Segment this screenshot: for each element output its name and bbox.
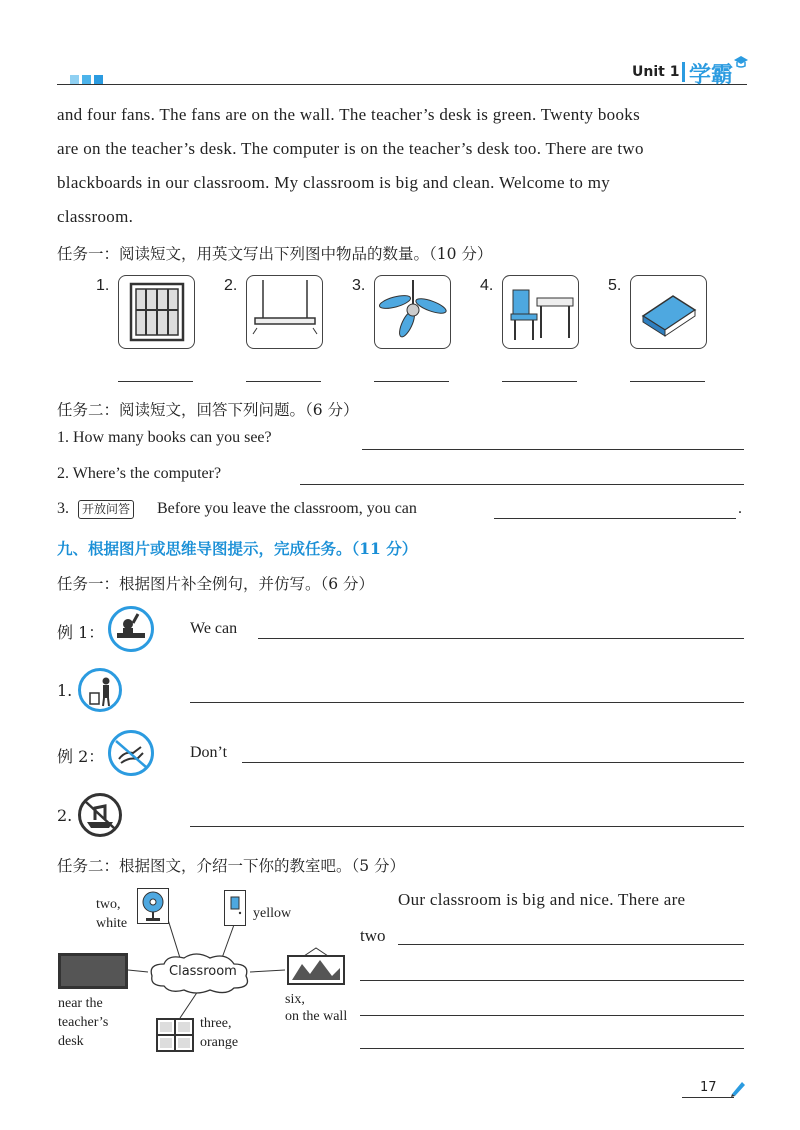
writing-answer-line-3[interactable] [360,1015,744,1016]
writing-line-1: Our classroom is big and nice. There are [398,890,686,909]
passage-line-4: classroom. [57,207,134,226]
board-label-2: teacher’s [58,1015,109,1030]
question-3-period: . [738,500,742,517]
desk-fan-icon [138,889,168,923]
item-2-label: 2. [57,806,73,825]
task1-num-2: 2. [224,277,238,294]
pencil-icon [728,1078,748,1098]
section9-task1-title: 任务一：根据图片补全例句，并仿写。（6 分） [57,575,375,593]
passage-line-2: are on the teacher’s desk. The computer is on the teacher’s desk too. There are two [57,139,644,158]
example-1-label: 例 1： [57,623,105,642]
section-9-title: 九、根据图片或思维导图提示，完成任务。（11 分） [57,539,418,558]
door-label: yellow [253,906,292,921]
mindmap-center-label: Classroom [169,964,237,979]
board-label-3: desk [58,1034,84,1049]
writing-answer-line-2[interactable] [360,980,744,981]
wall-picture-icon [286,946,346,986]
unit-label: Unit 1 [632,64,680,80]
task1-num-3: 3. [352,277,366,294]
writing-line-2-start: two [360,926,386,945]
question-3: Before you leave the classroom, you can [157,500,417,517]
task1-num-4: 4. [480,277,494,294]
window-label-2: orange [200,1035,239,1050]
brand-logo: 学霸 [689,63,734,88]
question-1: 1. How many books can you see? [57,429,272,446]
mindmap-window-image [156,1018,194,1052]
mindmap-door-image [224,890,246,926]
writing-answer-line-4[interactable] [360,1048,744,1049]
question-3-number: 3. [57,500,69,517]
mindmap-picture-image [286,946,346,986]
passage-line-3: blackboards in our classroom. My classroom is big and clean. Welcome to my [57,173,611,192]
section9-task2-title: 任务二：根据图文，介绍一下你的教室吧。（5 分） [57,857,406,875]
example-2-text: Don’t [190,744,228,761]
mindmap-blackboard-image [58,953,128,989]
passage-line-1: and four fans. The fans are on the wall. The teacher’s desk is green. Twenty books [57,105,640,124]
fan-label-2: white [96,916,128,931]
footer-rule [682,1097,734,1098]
task1-num-1: 1. [96,277,110,294]
mindmap-fan-image [137,888,169,924]
task2-title: 任务二：阅读短文，回答下列问题。（6 分） [57,401,359,419]
open-question-tag: 开放问答 [78,500,134,519]
example-1-text: We can [190,620,238,637]
item-1-label: 1. [57,681,73,700]
task1-title: 任务一：阅读短文，用英文写出下列图中物品的数量。（10 分） [57,245,493,263]
question-2: 2. Where’s the computer? [57,465,222,482]
window-label-1: three, [200,1016,232,1031]
example-2-label: 例 2： [57,747,105,766]
picture-label-1: six, [285,992,305,1007]
picture-label-2: on the wall [285,1009,348,1024]
page-number: 17 [700,1080,717,1095]
door-icon [225,891,245,925]
fan-label-1: two, [96,897,121,912]
task1-num-5: 5. [608,277,622,294]
writing-answer-line-1[interactable] [398,944,744,945]
board-label-1: near the [58,996,103,1011]
window-small-icon [156,1018,194,1052]
